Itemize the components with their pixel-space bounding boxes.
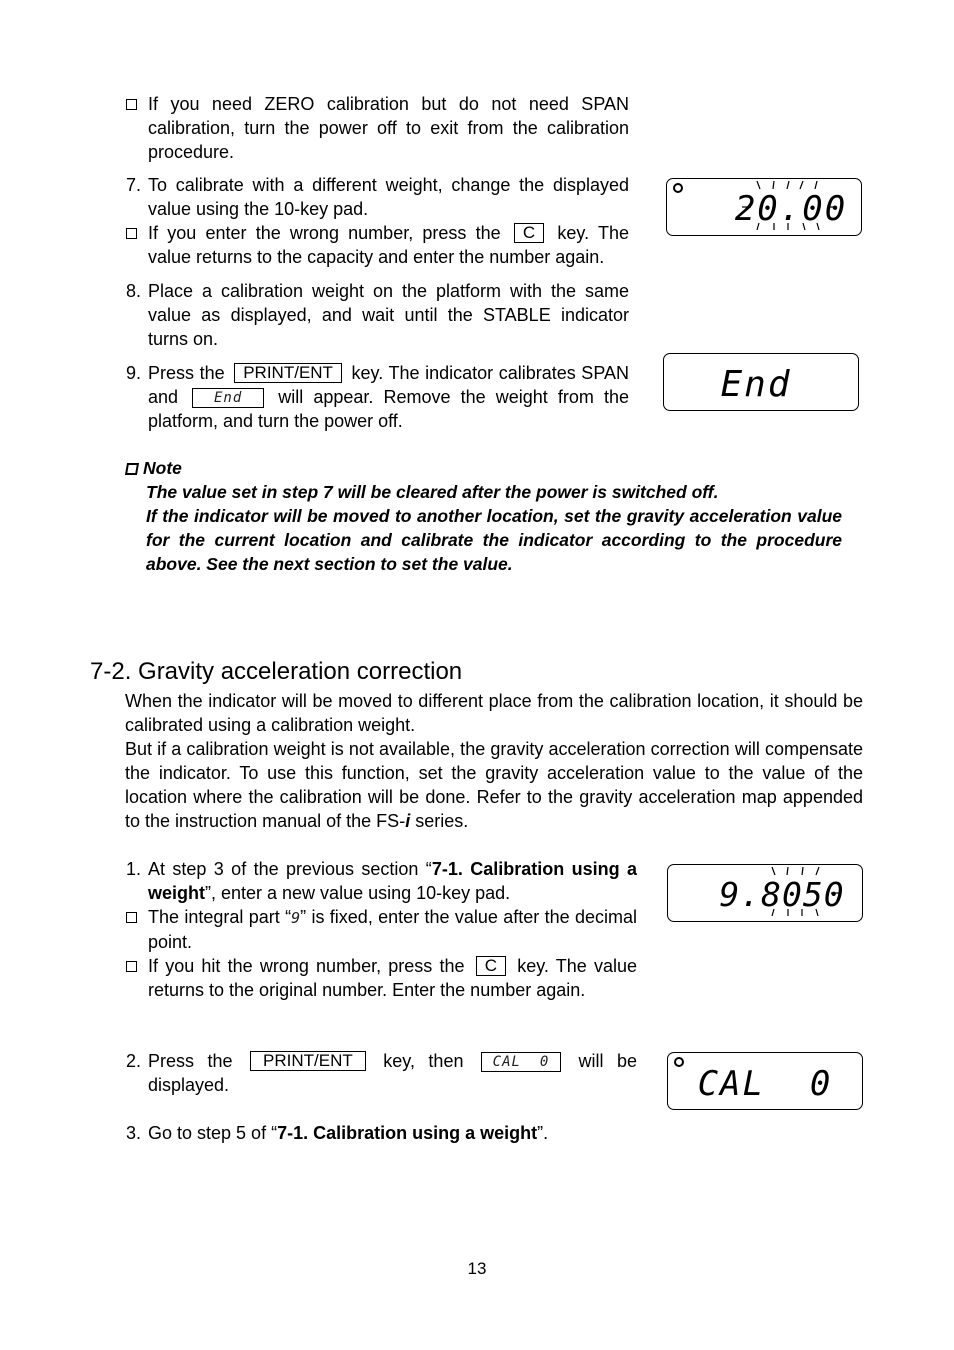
step-8-text: Place a calibration weight on the platform with the same value as displayed, and wait until the STABLE indicator turns on. bbox=[148, 281, 629, 349]
step-9-post: will appear. Remove the weight from the platform, and turn the power off. bbox=[148, 387, 629, 431]
section-intro bbox=[125, 689, 863, 833]
note-icon bbox=[125, 463, 139, 475]
section-reference: 7-1. Calibration using a weight bbox=[148, 859, 637, 903]
checkbox-bullet-icon bbox=[126, 954, 143, 978]
section-reference: 7-1. Calibration using a weight bbox=[277, 1123, 538, 1143]
step-number: 7. bbox=[126, 175, 142, 195]
section-title: 7-2. Gravity acceleration correction bbox=[90, 658, 463, 685]
step-9-mid: key. The indicator calibrates SPAN and bbox=[148, 363, 629, 407]
lcd-value-3: 9.8050 bbox=[719, 875, 845, 914]
lcd-value-1: 20.00 bbox=[734, 189, 848, 229]
lcd-digit-9: 9 bbox=[291, 909, 301, 927]
checkbox-bullet-icon bbox=[126, 92, 143, 116]
gravity-step-3: 3. Go to step 5 of “7-1. Calibration using a weight”. bbox=[126, 1123, 549, 1143]
fs-series-name: FS-i bbox=[376, 811, 411, 831]
lcd-display-flashing-9-8050 bbox=[667, 864, 863, 922]
section-para-2: But if a calibration weight is not available, the gravity acceleration correction will compensate the indicator. To use this function, set the gravity acceleration value to the value of the location where the calibration will be done. Refer to the gravity acceleration map appended to the instruction manual of the FS-i series. bbox=[125, 739, 863, 831]
note-line-2: If the indicator will be moved to another location, set the gravity acceleration value for the current location and calibrate the indicator according to the procedure above. See the next section to set the value. bbox=[146, 506, 842, 574]
step-number: 8. bbox=[126, 281, 142, 301]
cal-0-display-inline: CAL 0 bbox=[481, 1052, 561, 1072]
step-7-check-pre: If you enter the wrong number, press the bbox=[148, 223, 501, 243]
end-display-inline: End bbox=[192, 388, 264, 408]
step-number: 2. bbox=[126, 1051, 142, 1071]
step-7-text: To calibrate with a different weight, change the displayed value using the 10-key pad. bbox=[148, 175, 629, 219]
note-heading: Note bbox=[126, 456, 842, 480]
step-9-pre: Press the bbox=[148, 363, 225, 383]
c-key-label: C bbox=[476, 956, 506, 976]
step-number: 3. bbox=[126, 1123, 142, 1143]
lcd-value-4: CAL 0 bbox=[697, 1064, 833, 1104]
note-line-1: The value set in step 7 will be cleared after the power is switched off. bbox=[146, 482, 719, 502]
step-7 bbox=[126, 173, 629, 269]
step-number: 9. bbox=[126, 363, 142, 383]
lcd-display-end bbox=[663, 353, 859, 411]
print-ent-key-label: PRINT/ENT bbox=[234, 363, 342, 383]
section-para-1: When the indicator will be moved to different place from the calibration location, it should be calibrated using a calibration weight. bbox=[125, 691, 863, 735]
lcd-value-2: End bbox=[720, 364, 792, 405]
page-number: 13 bbox=[467, 1259, 487, 1278]
c-key-label: C bbox=[514, 223, 544, 243]
stable-indicator-icon bbox=[674, 184, 682, 192]
print-ent-key-label: PRINT/ENT bbox=[250, 1051, 366, 1071]
gravity-step-2: 2. Press the PRINT/ENT key, then CAL 0 will be displayed. bbox=[126, 1051, 637, 1095]
step-8 bbox=[126, 279, 629, 351]
note-block bbox=[126, 456, 842, 576]
step-7-check-post: key. The value returns to the capacity and enter the number again. bbox=[148, 223, 629, 267]
gravity-step-1: 1. At step 3 of the previous section “7-1. Calibration using a weight”, enter a new value using 10-key pad. The integral part “9” is fixed, enter the value after the decimal point. If you hit the wrong number, press the C key. The value returns to the original number. Enter the number again. bbox=[126, 859, 637, 1000]
lcd-display-cal-0 bbox=[667, 1052, 863, 1110]
stable-indicator-icon bbox=[675, 1058, 683, 1066]
checkbox-bullet-icon bbox=[126, 905, 143, 929]
checkbox-bullet-icon bbox=[126, 221, 143, 245]
lcd-display-flashing-20-00 bbox=[666, 178, 862, 236]
zero-calibration-note bbox=[126, 92, 629, 164]
step-number: 1. bbox=[126, 859, 142, 879]
step-9 bbox=[126, 361, 629, 433]
zero-note-text: If you need ZERO calibration but do not need SPAN calibration, turn the power off to exit from the calibration procedure. bbox=[148, 94, 629, 162]
